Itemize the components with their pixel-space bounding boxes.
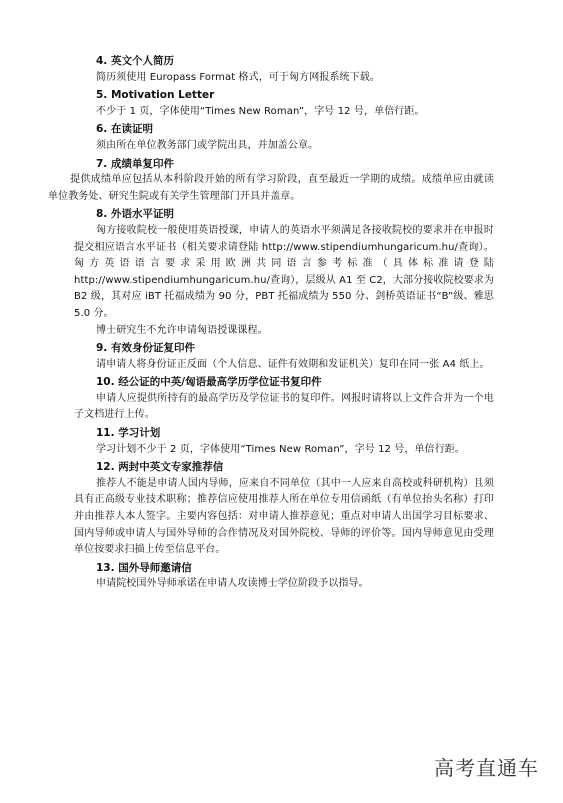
section-recommendation-letters <box>74 459 494 559</box>
section-paragraph: 简历须使用 Europass Format 格式，可于匈方网报系统下载。 <box>96 71 380 83</box>
section-paragraph: 请申请人将身份证正反面（个人信息、证件有效期和发证机关）复印在同一张 A4 纸上。 <box>96 358 490 370</box>
section-paragraph: 学习计划不少于 2 页，字体使用“Times New Roman”，字号 12 号，单倍行距。 <box>96 443 465 455</box>
section-heading: 6. 在读证明 <box>96 123 153 136</box>
section-heading: 7. 成绩单复印件 <box>96 157 174 170</box>
section-id-copy <box>74 340 494 373</box>
section-study-plan <box>74 425 494 458</box>
section-heading: 4. 英文个人简历 <box>96 55 174 67</box>
section-heading: 13. 国外导师邀请信 <box>96 561 192 574</box>
section-resume <box>74 53 494 86</box>
section-invitation-letter <box>74 560 494 593</box>
section-paragraph: 不少于 1 页，字体使用“Times New Roman”，字号 12 号，单倍行距。 <box>96 105 425 117</box>
section-motivation-letter <box>74 87 494 120</box>
section-paragraph: 申请人应提供所持有的最高学历及学位证书的复印件。网报时请将以上文件合并为一个电子文档进行上传。 <box>74 392 494 421</box>
watermark: 高考直通车 <box>434 756 539 780</box>
section-paragraph: 推荐人不能是申请人国内导师，应来自不同单位（其中一人应来自高校或科研机构）且须具有正高级专业技术职称；推荐信应使用推荐人所在单位专用信函纸（有单位抬头名称）打印并由推荐人本人签字。主要内容包括：对申请人推荐意见；重点对申请人出国学习目标要求、国内导师或申请人与国外导师的合作情况及对国外院校、导师的评价等。国内导师意见由受理单位按要求扫描上传至信息平台。 <box>74 477 494 556</box>
section-enrollment-proof <box>74 121 494 154</box>
section-heading: 8. 外语水平证明 <box>96 208 174 221</box>
section-heading: 11. 学习计划 <box>96 427 161 440</box>
document-page <box>48 53 494 594</box>
section-paragraph: 须由所在单位教务部门或学院出具，并加盖公章。 <box>96 139 319 151</box>
section-paragraph: 博士研究生不允许申请匈语授课课程。 <box>96 324 268 336</box>
section-paragraph: 匈方接收院校一般使用英语授课，申请人的英语水平须满足各接收院校的要求并在申报时提交相应语言水平证书（相关要求请登陆 http://www.stipendiumhungaricum.hu/查询）。匈方英语语言要求采用欧洲共同语言参考标准（具体标准请登陆 http://www.stipendiumhungaricum.hu/查询），层级从 A1 至 C2，大部分接收院校要求为 B2 级，其对应 iBT 托福成绩为 90 分，PBT 托福成绩为 550 分、剑桥英语证书“B”级、雅思 5.0 分。 <box>74 224 494 319</box>
section-paragraph: 申请院校国外导师承诺在申请人攻读博士学位阶段予以指导。 <box>96 578 369 590</box>
section-degree-certificate <box>74 374 494 424</box>
section-heading: 9. 有效身份证复印件 <box>96 342 195 355</box>
section-transcript <box>48 156 494 206</box>
section-language-proof <box>74 206 494 339</box>
section-heading: 5. Motivation Letter <box>96 89 215 102</box>
section-paragraph: 提供成绩单应包括从本科阶段开始的所有学习阶段，直至最近一学期的成绩。成绩单应由就读单位教务处、研究生院或有关学生管理部门开具并盖章。 <box>48 174 494 202</box>
section-heading: 12. 两封中英文专家推荐信 <box>96 461 224 474</box>
section-heading: 10. 经公证的中英/匈语最高学历学位证书复印件 <box>96 376 322 389</box>
